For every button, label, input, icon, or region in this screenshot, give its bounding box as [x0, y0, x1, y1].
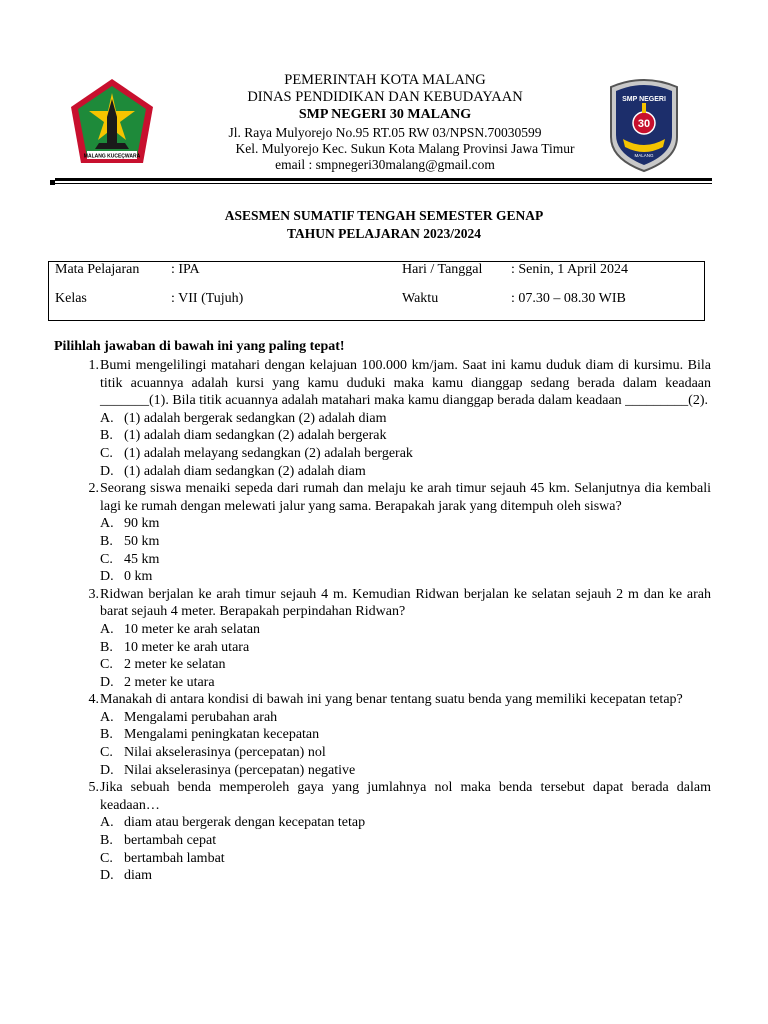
option-text: Nilai akselerasinya (percepatan) nol	[124, 745, 326, 761]
option-c[interactable]	[100, 656, 711, 674]
option-letter: D.	[100, 868, 114, 884]
option-text: (1) adalah diam sedangkan (2) adalah bergerak	[124, 428, 387, 444]
option-text: (1) adalah melayang sedangkan (2) adalah bergerak	[124, 445, 413, 461]
option-text: 2 meter ke selatan	[124, 657, 226, 673]
kota-malang-logo	[69, 77, 155, 169]
class-value: : VII (Tujuh)	[171, 291, 244, 306]
logo-right-top-text: SMP NEGERI	[622, 96, 666, 103]
letterhead	[150, 72, 620, 173]
option-text: diam atau bergerak dengan kecepatan tetap	[124, 815, 366, 831]
school-name: SMP NEGERI 30 MALANG	[298, 107, 472, 122]
email-line: email : smpnegeri30malang@gmail.com	[275, 157, 495, 172]
gov-line: PEMERINTAH KOTA MALANG	[284, 72, 486, 88]
option-a[interactable]	[100, 709, 711, 727]
option-text: 0 km	[124, 569, 153, 585]
option-text: Mengalami peningkatan kecepatan	[124, 727, 320, 743]
option-text: Nilai akselerasinya (percepatan) negative	[124, 762, 356, 778]
time-label: Waktu	[402, 291, 439, 306]
option-text: diam	[124, 868, 152, 884]
question-number: 2.	[88, 481, 99, 497]
logo-right-number: 30	[637, 118, 651, 130]
address-line: Jl. Raya Mulyorejo No.95 RT.05 RW 03/NPSN.70030599	[228, 125, 542, 140]
dept-line: DINAS PENDIDIKAN DAN KEBUDAYAAN	[247, 89, 523, 105]
option-text: bertambah lambat	[124, 850, 225, 866]
option-text: (1) adalah bergerak sedangkan (2) adalah diam	[124, 410, 387, 426]
question-2	[55, 480, 712, 586]
option-d[interactable]	[100, 463, 711, 481]
option-letter: C.	[100, 445, 113, 461]
logo-right-bottom-text: MALANG	[634, 153, 654, 158]
option-b[interactable]	[100, 726, 711, 744]
question-number: 1.	[88, 358, 99, 373]
option-b[interactable]	[100, 427, 711, 445]
option-b[interactable]	[100, 639, 711, 657]
question-text: Manakah di antara kondisi di bawah ini yang benar tentang suatu benda yang memiliki kecepatan tetap?	[100, 692, 683, 708]
option-text: bertambah cepat	[124, 833, 217, 849]
option-letter: D.	[100, 762, 114, 778]
option-letter: A.	[100, 621, 114, 637]
question-1	[55, 357, 712, 480]
option-letter: A.	[100, 709, 114, 725]
question-5	[55, 779, 712, 885]
option-letter: D.	[100, 569, 114, 585]
option-letter: B.	[100, 428, 113, 444]
option-a[interactable]	[100, 410, 711, 428]
option-letter: D.	[100, 674, 114, 690]
date-label: Hari / Tanggal	[402, 262, 483, 277]
time-value: : 07.30 – 08.30 WIB	[511, 291, 626, 306]
option-d[interactable]	[100, 674, 711, 692]
exam-info-box	[48, 261, 705, 321]
option-b[interactable]	[100, 832, 711, 850]
option-text: 50 km	[124, 533, 160, 549]
instruction: Pilihlah jawaban di bawah ini yang paling tepat!	[54, 339, 345, 354]
option-text: (1) adalah diam sedangkan (2) adalah diam	[124, 463, 366, 479]
question-number: 3.	[88, 586, 99, 602]
date-value: : Senin, 1 April 2024	[511, 262, 629, 277]
question-text: Jika sebuah benda memperoleh gaya yang jumlahnya nol maka benda tersebut dapat berada dalam keadaan…	[100, 780, 711, 813]
option-c[interactable]	[100, 850, 711, 868]
question-list	[55, 357, 712, 885]
option-c[interactable]	[100, 744, 711, 762]
option-a[interactable]	[100, 515, 711, 533]
option-letter: B.	[100, 727, 113, 743]
question-4	[55, 691, 712, 779]
option-c[interactable]	[100, 445, 711, 463]
option-letter: C.	[100, 850, 113, 866]
option-d[interactable]	[100, 867, 711, 885]
option-letter: A.	[100, 815, 114, 831]
subject-value: : IPA	[171, 262, 200, 277]
question-3	[55, 586, 712, 692]
academic-year: TAHUN PELAJARAN 2023/2024	[286, 226, 481, 241]
option-text: 90 km	[124, 516, 160, 532]
option-letter: C.	[100, 745, 113, 761]
option-letter: B.	[100, 533, 113, 549]
option-letter: A.	[100, 516, 114, 532]
question-number: 4.	[88, 692, 99, 708]
option-d[interactable]	[100, 568, 711, 586]
option-b[interactable]	[100, 533, 711, 551]
option-letter: D.	[100, 463, 114, 479]
option-d[interactable]	[100, 762, 711, 780]
question-number: 5.	[88, 780, 99, 796]
header-divider-thin	[55, 183, 712, 184]
option-c[interactable]	[100, 551, 711, 569]
option-text: 10 meter ke arah selatan	[124, 621, 261, 637]
option-letter: C.	[100, 551, 113, 567]
question-text: Ridwan berjalan ke arah timur sejauh 4 m. Kemudian Ridwan berjalan ke selatan sejauh 2 m dan ke arah barat sejauh 4 meter. Berapakah perpindahan Ridwan?	[100, 586, 711, 620]
option-a[interactable]	[100, 621, 711, 639]
question-text: Seorang siswa menaiki sepeda dari rumah dan melaju ke arah timur sejauh 45 km. Selanjutnya dia kembali lagi ke rumah dengan melewati jalur yang sama. Berapakah jarak yang ditempuh oleh siswa?	[100, 481, 711, 514]
class-label: Kelas	[55, 291, 87, 306]
logo-left-motto: MALANG KUCEÇWARA	[83, 153, 141, 160]
option-text: 45 km	[124, 551, 160, 567]
option-a[interactable]	[100, 814, 711, 832]
option-letter: B.	[100, 639, 113, 655]
locality-line: Kel. Mulyorejo Kec. Sukun Kota Malang Provinsi Jawa Timur	[235, 141, 575, 156]
question-text: Bumi mengelilingi matahari dengan kelajuan 100.000 km/jam. Saat ini kamu duduk diam di kursimu. Bila titik acuannya adalah kursi yang kamu duduki maka kamu dianggap sedang berada dalam keadaan _______(1). Bila titik acuannya adalah matahari maka kamu dianggap berada dalam keadaan _________(2).	[100, 358, 711, 409]
option-letter: B.	[100, 833, 113, 849]
exam-title: ASESMEN SUMATIF TENGAH SEMESTER GENAP	[224, 208, 544, 223]
option-text: 10 meter ke arah utara	[124, 639, 250, 655]
option-letter: C.	[100, 657, 113, 673]
option-letter: A.	[100, 410, 114, 426]
subject-label: Mata Pelajaran	[55, 262, 140, 277]
option-text: Mengalami perubahan arah	[124, 709, 278, 725]
option-text: 2 meter ke utara	[124, 674, 215, 690]
header-divider	[55, 178, 712, 181]
